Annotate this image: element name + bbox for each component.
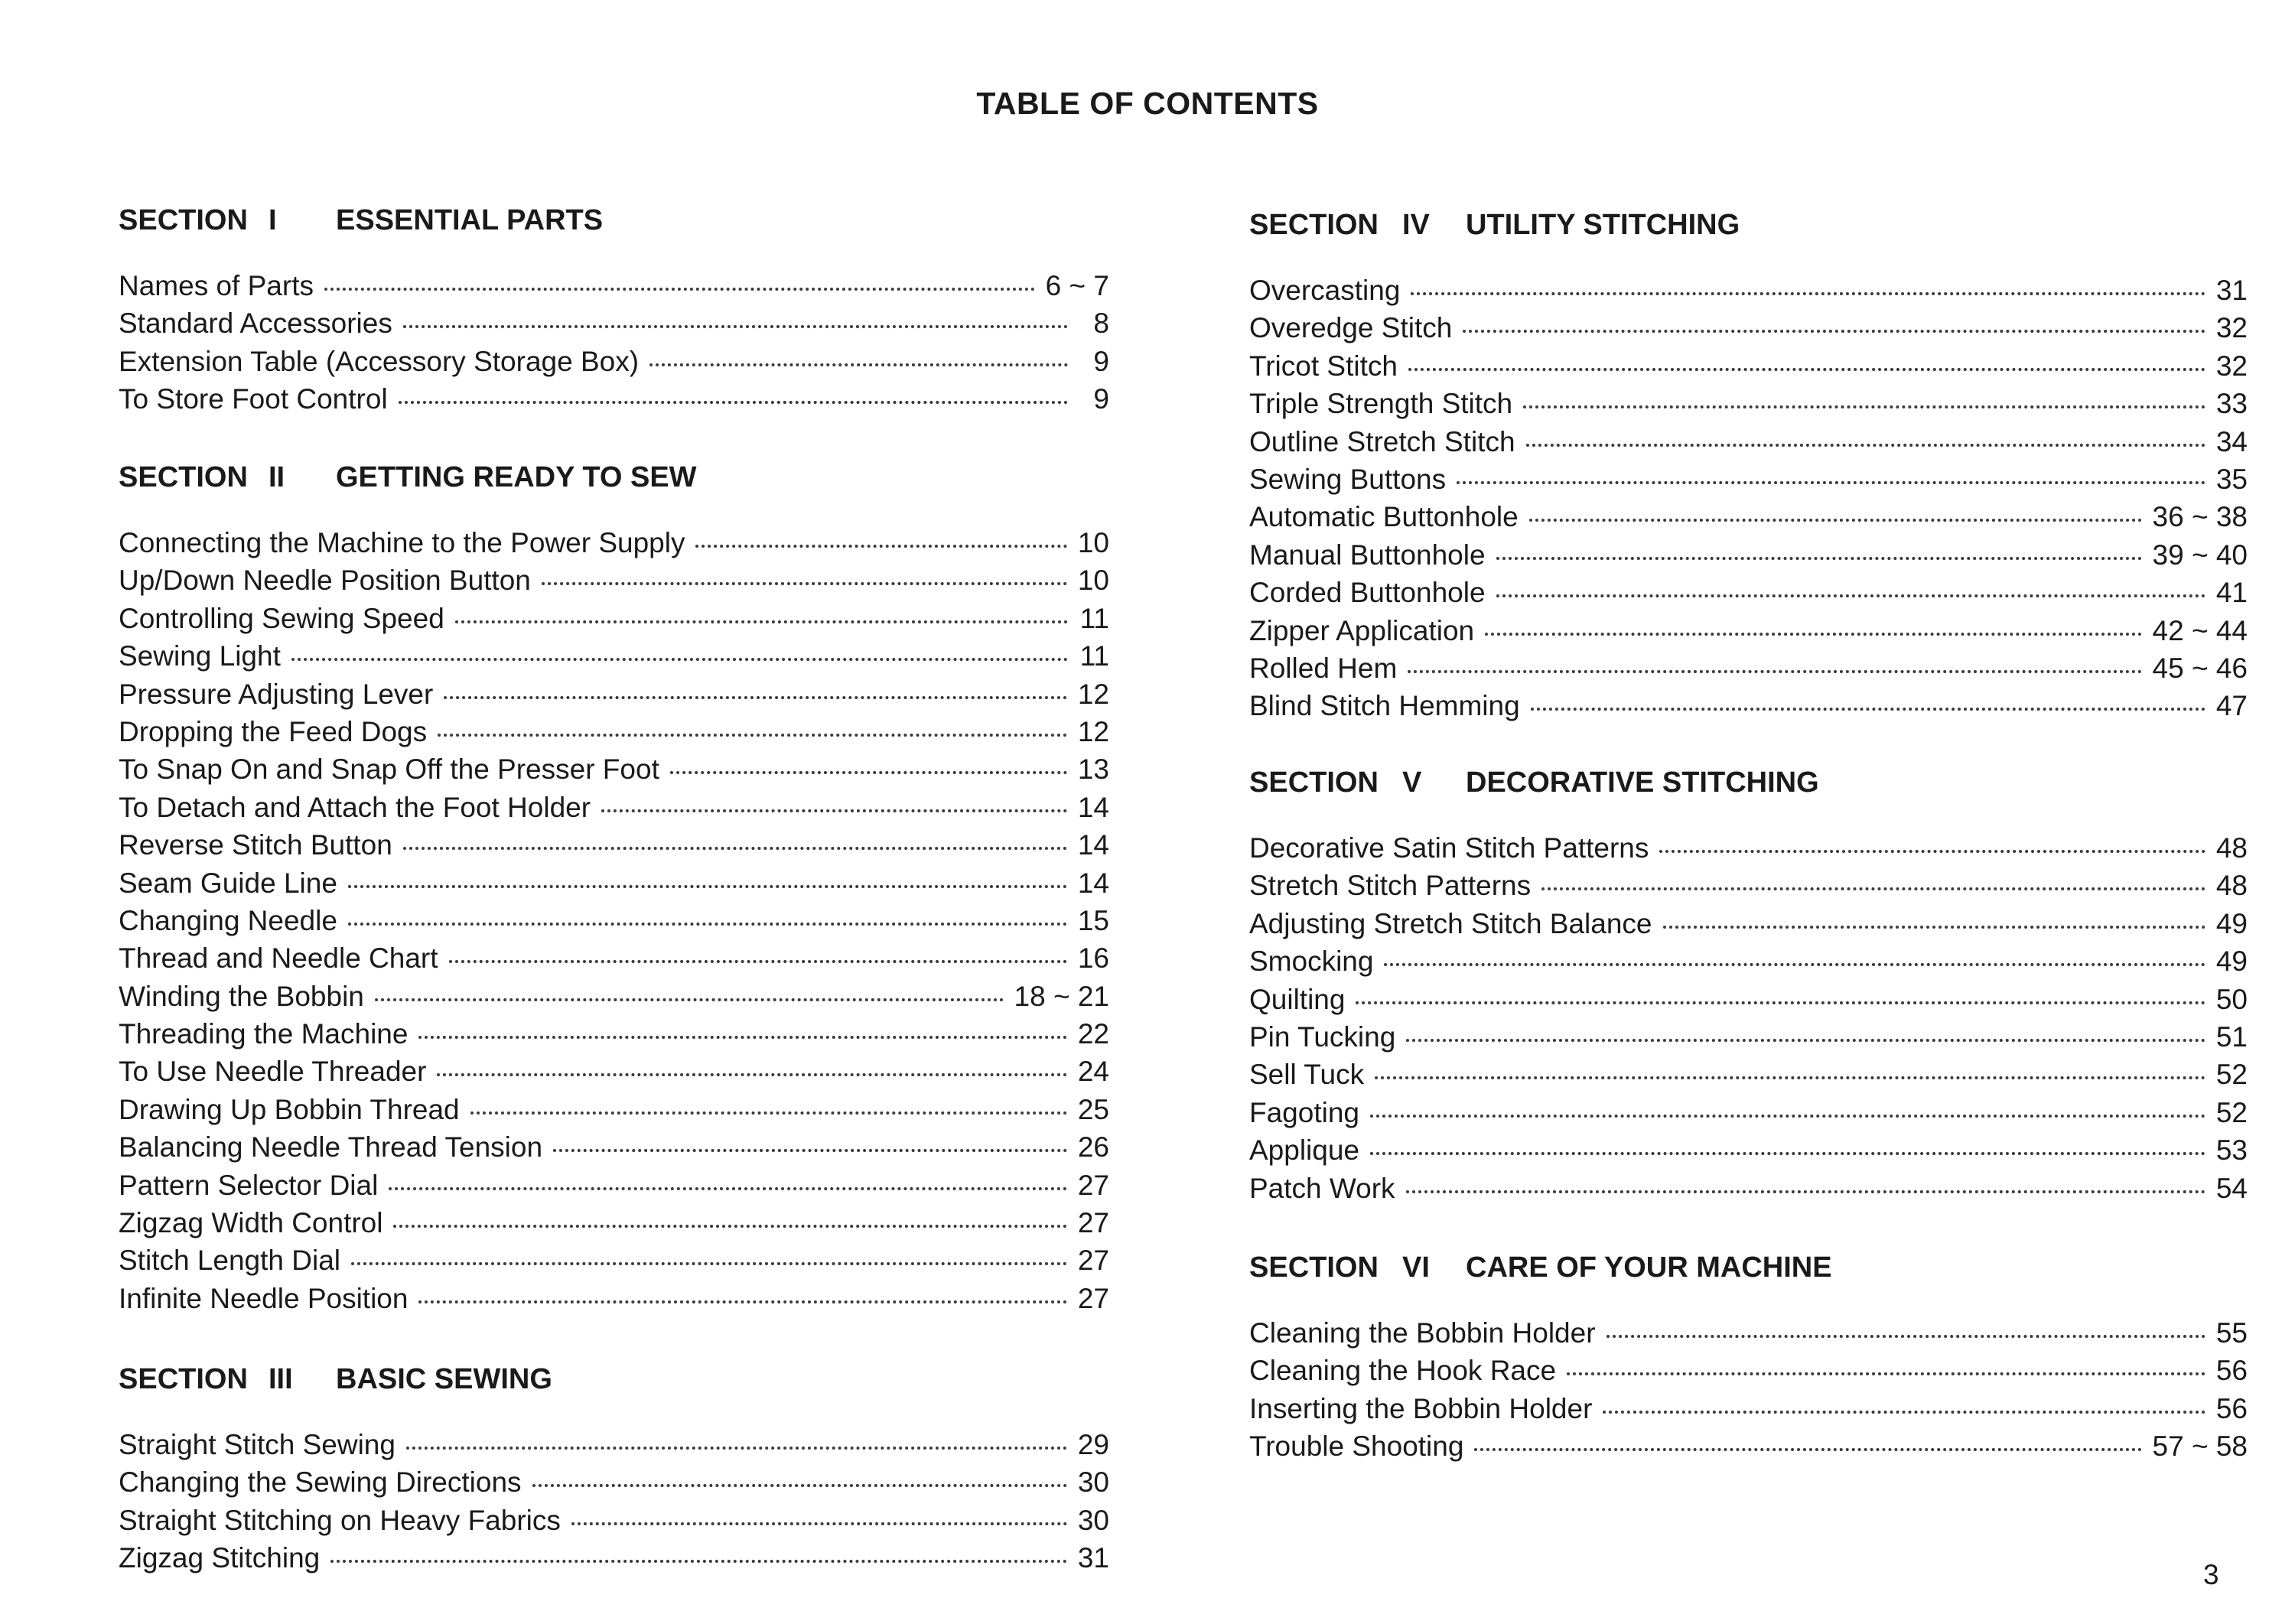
entry-title: Decorative Satin Stitch Patterns — [1249, 832, 1649, 864]
entry-title: Automatic Buttonhole — [1249, 501, 1519, 533]
toc-entry[interactable] — [119, 826, 1109, 864]
entry-page-number: 10 — [1077, 527, 1109, 558]
dot-leader — [553, 1149, 1067, 1152]
entry-title: Patch Work — [1249, 1172, 1395, 1204]
entry-page-number: 56 — [2215, 1355, 2248, 1387]
entry-title: Seam Guide Line — [119, 867, 337, 899]
section-number: I — [269, 204, 277, 236]
toc-entry[interactable] — [119, 1091, 1109, 1128]
toc-entry[interactable] — [119, 1242, 1109, 1279]
section-label: SECTION — [119, 1363, 248, 1395]
entry-title: Inserting the Bobbin Holder — [1249, 1392, 1593, 1424]
toc-entry[interactable] — [1249, 829, 2248, 867]
section-name: BASIC SEWING — [336, 1363, 552, 1395]
dot-leader — [1541, 887, 2205, 890]
toc-entry[interactable] — [1249, 347, 2248, 385]
dot-leader — [324, 288, 1035, 291]
entry-page-number: 14 — [1077, 791, 1109, 823]
dot-leader — [542, 582, 1067, 585]
entry-title: Overedge Stitch — [1249, 312, 1453, 344]
section-number: VI — [1402, 1251, 1430, 1284]
dot-leader — [601, 809, 1067, 812]
toc-entry[interactable] — [119, 637, 1109, 675]
section-heading — [119, 201, 1109, 239]
section-utility-stitching — [1249, 206, 2248, 725]
dot-leader — [389, 1187, 1067, 1190]
entry-page-number: 34 — [2215, 425, 2248, 457]
toc-entry[interactable] — [119, 789, 1109, 826]
entry-title: Tricot Stitch — [1249, 350, 1398, 382]
entry-title: Names of Parts — [119, 270, 314, 301]
entry-title: To Use Needle Threader — [119, 1056, 427, 1088]
entry-title: Quilting — [1249, 983, 1346, 1015]
entry-title: Pattern Selector Dial — [119, 1169, 379, 1201]
dot-leader — [670, 771, 1067, 774]
entry-title: Changing the Sewing Directions — [119, 1466, 522, 1499]
dot-leader — [1531, 708, 2205, 711]
entry-page-number: 54 — [2215, 1172, 2248, 1204]
section-name: DECORATIVE STITCHING — [1466, 766, 1819, 799]
entry-page-number: 48 — [2215, 870, 2248, 902]
entry-page-number: 41 — [2215, 577, 2248, 609]
section-number: V — [1402, 766, 1422, 799]
entry-title: Sewing Buttons — [1249, 463, 1447, 495]
entry-title: Dropping the Feed Dogs — [119, 715, 428, 747]
toc-entry[interactable] — [119, 380, 1109, 418]
entry-page-number: 42 ~ 44 — [2152, 614, 2248, 646]
dot-leader — [1496, 594, 2205, 597]
dot-leader — [695, 545, 1066, 548]
entry-page-number: 51 — [2215, 1020, 2248, 1053]
toc-entry[interactable] — [1249, 1018, 2248, 1056]
dot-leader — [399, 401, 1068, 404]
entry-page-number: 30 — [1077, 1466, 1109, 1499]
toc-entry[interactable] — [1249, 423, 2248, 461]
toc-entry[interactable] — [119, 1167, 1109, 1204]
entry-title: Connecting the Machine to the Power Supply — [119, 527, 685, 558]
entry-page-number: 11 — [1079, 602, 1109, 634]
dot-leader — [1457, 481, 2205, 484]
section-heading — [1249, 1248, 2248, 1287]
entry-title: Changing Needle — [119, 904, 337, 936]
toc-entry[interactable] — [1249, 272, 2248, 309]
section-label: SECTION — [1249, 209, 1379, 241]
dot-leader — [1474, 1448, 2141, 1451]
entry-page-number: 49 — [2215, 907, 2248, 939]
entry-title: To Detach and Attach the Foot Holder — [119, 791, 591, 823]
dot-leader — [1523, 405, 2205, 408]
entry-page-number: 27 — [1077, 1282, 1109, 1314]
toc-entry[interactable] — [119, 939, 1109, 977]
dot-leader — [437, 1073, 1066, 1076]
entry-page-number: 27 — [1077, 1207, 1109, 1239]
toc-entry[interactable] — [1249, 687, 2248, 724]
entry-title: Blind Stitch Hemming — [1249, 690, 1520, 722]
toc-entry[interactable] — [119, 1128, 1109, 1166]
toc-entry[interactable] — [119, 343, 1109, 380]
entry-page-number: 31 — [1077, 1542, 1109, 1574]
section-care-of-your-machine — [1249, 1248, 2248, 1466]
page-number: 3 — [2203, 1559, 2219, 1590]
toc-entry[interactable] — [1249, 612, 2248, 649]
dot-leader — [291, 658, 1068, 661]
dot-leader — [1408, 670, 2141, 673]
dot-leader — [1603, 1411, 2205, 1414]
entry-page-number: 12 — [1077, 678, 1109, 710]
entry-page-number: 55 — [2215, 1317, 2248, 1349]
dot-leader — [330, 1560, 1067, 1563]
toc-entry[interactable] — [1249, 1390, 2248, 1427]
entry-page-number: 36 ~ 38 — [2152, 501, 2248, 533]
entry-page-number: 9 — [1093, 383, 1109, 415]
toc-entry[interactable] — [119, 304, 1109, 342]
dot-leader — [1463, 330, 2205, 333]
entry-title: Applique — [1249, 1134, 1360, 1167]
entry-page-number: 10 — [1077, 565, 1109, 597]
dot-leader — [1411, 292, 2205, 295]
entry-list — [1249, 829, 2248, 1207]
toc-entry[interactable] — [1249, 867, 2248, 904]
toc-entry[interactable] — [119, 902, 1109, 939]
entry-title: Sewing Light — [119, 640, 281, 672]
entry-title: Adjusting Stretch Stitch Balance — [1249, 907, 1652, 939]
section-name: CARE OF YOUR MACHINE — [1466, 1251, 1832, 1284]
entry-page-number: 6 ~ 7 — [1045, 270, 1109, 301]
entry-page-number: 15 — [1077, 904, 1109, 936]
toc-entry[interactable] — [119, 978, 1109, 1015]
dot-leader — [571, 1522, 1067, 1525]
entry-list — [1249, 272, 2248, 725]
toc-entry[interactable] — [1249, 461, 2248, 498]
section-heading — [119, 458, 1109, 496]
toc-entry[interactable] — [1249, 1094, 2248, 1131]
entry-title: Straight Stitch Sewing — [119, 1429, 396, 1460]
dot-leader — [1384, 963, 2205, 966]
toc-entry[interactable] — [1249, 309, 2248, 347]
entry-page-number: 24 — [1077, 1056, 1109, 1088]
toc-entry[interactable] — [1249, 1352, 2248, 1389]
entry-title: Stretch Stitch Patterns — [1249, 870, 1532, 902]
entry-page-number: 13 — [1077, 753, 1109, 786]
entry-page-number: 57 ~ 58 — [2152, 1430, 2248, 1463]
dot-leader — [1406, 1190, 2205, 1193]
section-name: ESSENTIAL PARTS — [336, 204, 604, 236]
dot-leader — [418, 1036, 1066, 1039]
entry-list — [119, 1426, 1109, 1577]
entry-page-number: 16 — [1077, 942, 1109, 975]
entry-title: Triple Strength Stitch — [1249, 388, 1513, 420]
dot-leader — [1408, 368, 2205, 371]
toc-entry[interactable] — [1249, 1314, 2248, 1352]
entry-title: Fagoting — [1249, 1096, 1359, 1128]
entry-page-number: 56 — [2215, 1392, 2248, 1424]
section-number: III — [269, 1363, 293, 1395]
toc-entry[interactable] — [119, 1426, 1109, 1463]
entry-title: Controlling Sewing Speed — [119, 602, 444, 634]
dot-leader — [1567, 1372, 2205, 1375]
section-number: IV — [1402, 209, 1430, 241]
entry-page-number: 22 — [1077, 1018, 1109, 1050]
section-basic-sewing — [119, 1360, 1109, 1577]
entry-page-number: 49 — [2215, 945, 2248, 978]
dot-leader — [1659, 850, 2205, 853]
entry-page-number: 11 — [1079, 640, 1109, 672]
dot-leader — [403, 847, 1067, 850]
entry-list — [1249, 1314, 2248, 1466]
toc-entry[interactable] — [119, 267, 1109, 304]
dot-leader — [455, 620, 1068, 623]
entry-title: Winding the Bobbin — [119, 980, 364, 1012]
entry-page-number: 25 — [1077, 1093, 1109, 1125]
entry-title: Stitch Length Dial — [119, 1245, 341, 1277]
entry-title: Extension Table (Accessory Storage Box) — [119, 345, 640, 377]
entry-title: Straight Stitching on Heavy Fabrics — [119, 1504, 561, 1536]
section-name: GETTING READY TO SEW — [336, 461, 697, 493]
dot-leader — [649, 363, 1068, 366]
dot-leader — [438, 734, 1067, 737]
dot-leader — [393, 1225, 1066, 1228]
entry-list — [119, 267, 1109, 418]
dot-leader — [406, 1447, 1067, 1450]
toc-entry[interactable] — [119, 1463, 1109, 1501]
dot-leader — [1663, 926, 2205, 929]
entry-page-number: 47 — [2215, 690, 2248, 722]
toc-entry[interactable] — [119, 1280, 1109, 1317]
dot-leader — [348, 923, 1067, 926]
section-heading — [1249, 206, 2248, 244]
entry-page-number: 35 — [2215, 463, 2248, 495]
toc-entry[interactable] — [1249, 385, 2248, 422]
entry-page-number: 9 — [1093, 345, 1109, 377]
section-heading — [1249, 763, 2248, 802]
entry-title: Sell Tuck — [1249, 1059, 1365, 1091]
section-number: II — [269, 461, 285, 493]
section-label: SECTION — [1249, 1251, 1379, 1284]
toc-entry[interactable] — [119, 1502, 1109, 1539]
dot-leader — [444, 696, 1067, 699]
dot-leader — [1529, 519, 2142, 522]
dot-leader — [449, 960, 1067, 963]
entry-page-number: 50 — [2215, 983, 2248, 1015]
entry-page-number: 52 — [2215, 1096, 2248, 1128]
toc-entry[interactable] — [119, 1053, 1109, 1090]
toc-entry[interactable] — [1249, 536, 2248, 574]
entry-title: Corded Buttonhole — [1249, 577, 1486, 609]
entry-page-number: 26 — [1077, 1131, 1109, 1163]
entry-page-number: 33 — [2215, 388, 2248, 420]
entry-page-number: 27 — [1077, 1245, 1109, 1277]
page-title: TABLE OF CONTENTS — [976, 86, 1319, 121]
entry-page-number: 29 — [1077, 1429, 1109, 1460]
entry-title: Standard Accessories — [119, 308, 392, 340]
section-essential-parts — [119, 201, 1109, 418]
entry-page-number: 8 — [1093, 308, 1109, 340]
entry-title: Overcasting — [1249, 275, 1401, 306]
entry-title: Threading the Machine — [119, 1018, 409, 1050]
section-getting-ready-to-sew — [119, 458, 1109, 1317]
toc-entry[interactable] — [1249, 942, 2248, 980]
entry-page-number: 45 ~ 46 — [2152, 652, 2248, 684]
entry-title: Rolled Hem — [1249, 652, 1398, 684]
dot-leader — [470, 1111, 1067, 1115]
entry-title: Cleaning the Hook Race — [1249, 1355, 1557, 1387]
entry-title: To Snap On and Snap Off the Presser Foot — [119, 753, 659, 786]
entry-title: Cleaning the Bobbin Holder — [1249, 1317, 1596, 1349]
dot-leader — [1375, 1076, 2205, 1079]
toc-entry[interactable] — [119, 675, 1109, 713]
toc-entry[interactable] — [1249, 1131, 2248, 1169]
entry-title: Up/Down Needle Position Button — [119, 565, 531, 597]
dot-leader — [351, 1262, 1067, 1265]
dot-leader — [375, 998, 1004, 1001]
section-decorative-stitching — [1249, 763, 2248, 1207]
entry-title: Manual Buttonhole — [1249, 539, 1486, 571]
entry-page-number: 31 — [2215, 275, 2248, 306]
dot-leader — [1370, 1152, 2205, 1155]
toc-entry[interactable] — [119, 1539, 1109, 1577]
section-heading — [119, 1360, 1109, 1398]
dot-leader — [1485, 633, 2141, 636]
entry-title: Pin Tucking — [1249, 1020, 1396, 1053]
toc-entry[interactable] — [119, 864, 1109, 902]
toc-entry[interactable] — [1249, 574, 2248, 611]
entry-page-number: 52 — [2215, 1059, 2248, 1091]
entry-page-number: 27 — [1077, 1169, 1109, 1201]
entry-title: Smocking — [1249, 945, 1374, 978]
toc-entry[interactable] — [1249, 1170, 2248, 1207]
toc-entry[interactable] — [119, 750, 1109, 788]
entry-title: Thread and Needle Chart — [119, 942, 438, 975]
toc-entry[interactable] — [1249, 1056, 2248, 1093]
entry-title: Reverse Stitch Button — [119, 829, 392, 861]
toc-entry[interactable] — [119, 561, 1109, 599]
entry-page-number: 32 — [2215, 350, 2248, 382]
toc-entry[interactable] — [1249, 649, 2248, 687]
dot-leader — [1496, 557, 2142, 560]
section-name: UTILITY STITCHING — [1466, 209, 1740, 241]
toc-entry[interactable] — [119, 1204, 1109, 1242]
toc-entry[interactable] — [119, 713, 1109, 750]
section-label: SECTION — [119, 204, 248, 236]
toc-entry[interactable] — [1249, 498, 2248, 535]
entry-page-number: 32 — [2215, 312, 2248, 344]
entry-page-number: 30 — [1077, 1504, 1109, 1536]
section-label: SECTION — [1249, 766, 1379, 799]
toc-entry[interactable] — [1249, 905, 2248, 942]
entry-page-number: 53 — [2215, 1134, 2248, 1167]
dot-leader — [348, 885, 1067, 888]
dot-leader — [403, 325, 1068, 328]
section-label: SECTION — [119, 461, 248, 493]
entry-title: Outline Stretch Stitch — [1249, 425, 1515, 457]
entry-page-number: 18 ~ 21 — [1014, 980, 1109, 1012]
entry-title: Drawing Up Bobbin Thread — [119, 1093, 460, 1125]
toc-entry[interactable] — [119, 1015, 1109, 1053]
dot-leader — [1526, 444, 2205, 447]
toc-entry[interactable] — [119, 600, 1109, 637]
entry-title: Infinite Needle Position — [119, 1282, 409, 1314]
entry-list — [119, 524, 1109, 1317]
entry-title: Zigzag Width Control — [119, 1207, 383, 1239]
dot-leader — [1606, 1335, 2205, 1338]
entry-page-number: 14 — [1077, 867, 1109, 899]
dot-leader — [1370, 1115, 2205, 1118]
entry-page-number: 39 ~ 40 — [2152, 539, 2248, 571]
dot-leader — [418, 1300, 1066, 1303]
dot-leader — [532, 1484, 1067, 1487]
entry-page-number: 14 — [1077, 829, 1109, 861]
entry-title: To Store Foot Control — [119, 383, 388, 415]
entry-title: Zipper Application — [1249, 614, 1475, 646]
toc-entry[interactable] — [1249, 981, 2248, 1018]
entry-title: Balancing Needle Thread Tension — [119, 1131, 543, 1163]
entry-title: Zigzag Stitching — [119, 1542, 321, 1574]
entry-title: Pressure Adjusting Lever — [119, 678, 434, 710]
entry-page-number: 12 — [1077, 715, 1109, 747]
dot-leader — [1356, 1001, 2205, 1004]
entry-title: Trouble Shooting — [1249, 1430, 1464, 1463]
toc-entry[interactable] — [119, 524, 1109, 561]
toc-entry[interactable] — [1249, 1427, 2248, 1465]
dot-leader — [1406, 1039, 2205, 1042]
entry-page-number: 48 — [2215, 832, 2248, 864]
